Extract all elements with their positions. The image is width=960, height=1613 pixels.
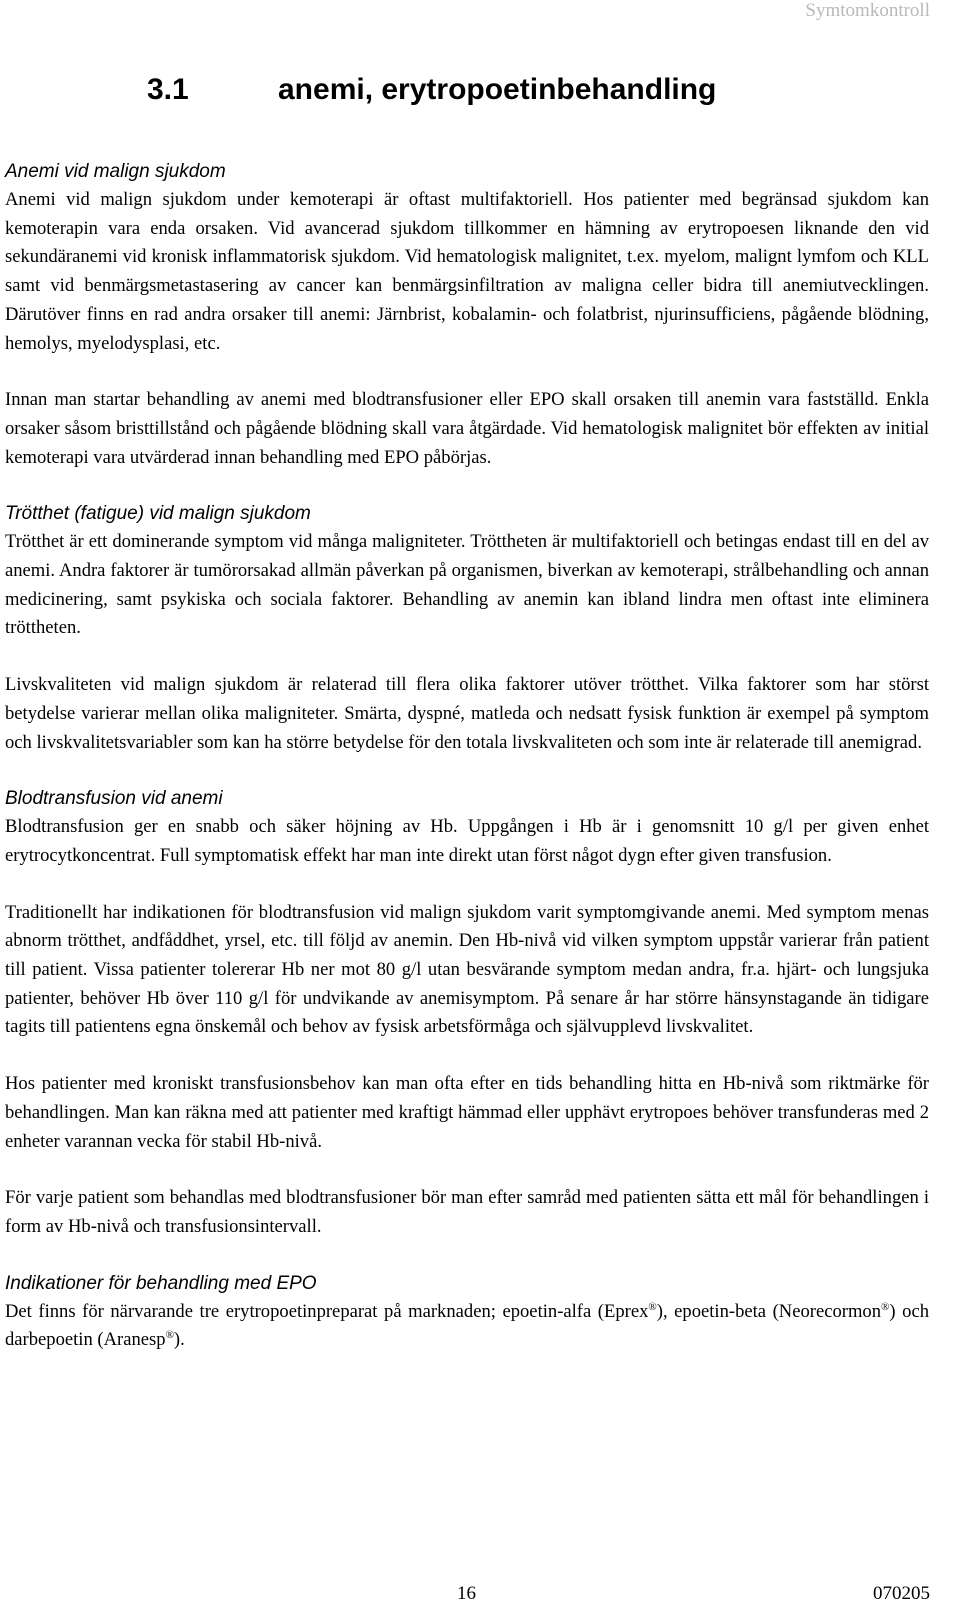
section-heading-transfusion: Blodtransfusion vid anemi: [5, 788, 223, 810]
section-heading-anemi: Anemi vid malign sjukdom: [5, 161, 226, 182]
registered-mark: ®: [648, 1300, 657, 1313]
chapter-number: 3.1: [147, 73, 189, 106]
registered-mark: ®: [881, 1300, 890, 1313]
paragraph: Livskvaliteten vid malign sjukdom är relaterad till flera olika faktorer utöver trötthet. Vilka faktorer som har störst betydelse varierar mellan olika maligniteter. Smärta, dyspné, matleda och nedsatt fysisk funktion är exempel på symptom och livskvalitetsvariabler som kan ha större betydelse för den totala livskvaliteten och som inte är relaterade till anemigrad.: [5, 674, 929, 753]
paragraph: Blodtransfusion ger en snabb och säker höjning av Hb. Uppgången i Hb är i genomsnitt 10 g/l per given enhet erytrocytkoncentrat. Full symptomatisk effekt har man inte direkt utan först något dygn efter given transfusion.: [5, 816, 929, 866]
document-body: [5, 158, 929, 1355]
chapter-title: [147, 73, 716, 107]
registered-mark: ®: [165, 1329, 174, 1342]
text-run: ) och darbepoetin (Aranesp: [5, 1300, 929, 1351]
section-heading-epo: Indikationer för behandling med EPO: [5, 1272, 317, 1294]
section-heading-fatigue: Trötthet (fatigue) vid malign sjukdom: [5, 503, 311, 525]
text-run: Det finns för närvarande tre erytropoetinpreparat på marknaden; epoetin-alfa (Eprex: [5, 1300, 649, 1322]
paragraph: För varje patient som behandlas med blodtransfusioner bör man efter samråd med patienten sätta ett mål för behandlingen i form av Hb-nivå och transfusionsintervall.: [5, 1187, 929, 1237]
running-head: Symtomkontroll: [805, 0, 930, 21]
paragraph: Innan man startar behandling av anemi med blodtransfusioner eller EPO skall orsaken till anemin vara fastställd. Enkla orsaker såsom bristtillstånd och pågående blödning skall vara åtgärdade. Vid hematologisk malignitet bör effekten av initial kemoterapi vara utvärderad innan behandling med EPO påbörjas.: [5, 389, 929, 468]
paragraph-epo: [5, 1298, 929, 1355]
text-run: ).: [173, 1329, 185, 1351]
text-run: ), epoetin-beta (Neorecormon: [656, 1300, 882, 1322]
document-code: 070205: [873, 1583, 930, 1604]
paragraph: Trötthet är ett dominerande symptom vid många maligniteter. Tröttheten är multifaktoriell och betingas endast till en del av anemi. Andra faktorer är tumörorsakad allmän påverkan på organismen, biverkan av kemoterapi, strålbehandling och annan medicinering, samt psykiska och sociala faktorer. Behandling av anemin kan ibland lindra men oftast inte eliminera tröttheten.: [5, 531, 929, 639]
paragraph: Anemi vid malign sjukdom under kemoterapi är oftast multifaktoriell. Hos patienter med begränsad sjukdom kan kemoterapin vara enda orsaken. Vid avancerad sjukdom tillkommer en hämning av erytropoesen liknande den vid sekundäranemi vid kronisk inflammatorisk sjukdom. Vid hematologisk malignitet, t.ex. myelom, malignt lymfom och KLL samt vid benmärgsmetastasering av cancer kan benmärgsinfiltration av maligna celler bidra till anemiutvecklingen. Därutöver finns en rad andra orsaker till anemi: Järnbrist, kobalamin- och folatbrist, njurinsufficiens, pågående blödning, hemolys, myelodysplasi, etc.: [5, 189, 929, 354]
paragraph: Hos patienter med kroniskt transfusionsbehov kan man ofta efter en tids behandling hitta en Hb-nivå som riktmärke för behandlingen. Man kan räkna med att patienter med kraftigt hämmad eller upphävt erytropoes behöver transfunderas med 2 enheter varannan vecka för stabil Hb-nivå.: [5, 1073, 929, 1152]
chapter-title-text: anemi, erytropoetinbehandling: [278, 73, 717, 106]
paragraph: Traditionellt har indikationen för blodtransfusion vid malign sjukdom varit symptomgivande anemi. Med symptom menas abnorm trötthet, andfåddhet, yrsel, etc. till följd av anemin. Den Hb-nivå vid vilken symptom uppstår varierar från patient till patient. Vissa patienter tolererar Hb ner mot 80 g/l utan besvärande symptom medan andra, fr.a. hjärt- och lungsjuka patienter, behöver Hb över 110 g/l för undvikande av anemisymptom. På senare år har större hänsynstagande än tidigare tagits till patientens egna önskemål och behov av fysisk arbetsförmåga och självupplevd livskvalitet.: [5, 901, 929, 1038]
page-number: 16: [457, 1583, 476, 1604]
